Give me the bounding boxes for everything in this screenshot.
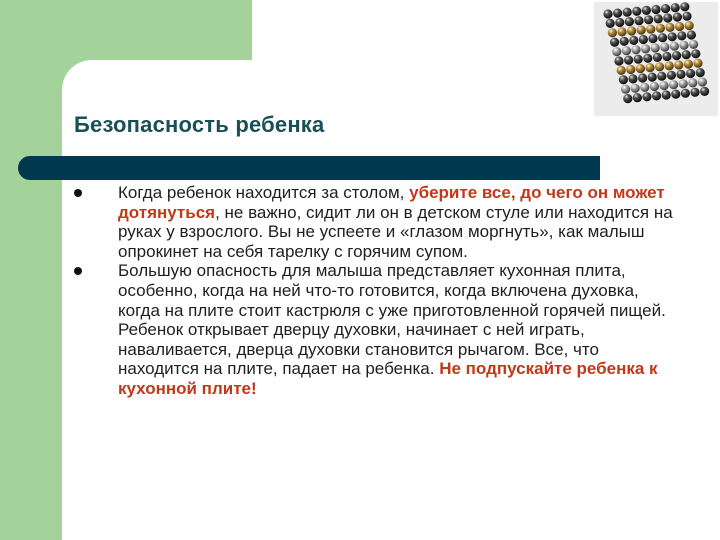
magnetic-ball [676, 70, 685, 79]
magnetic-ball [669, 80, 678, 89]
magnetic-ball [698, 77, 707, 86]
magnetic-ball [610, 38, 619, 47]
magnetic-ball [648, 34, 657, 43]
magnetic-ball [628, 74, 637, 83]
bullet-icon [74, 267, 82, 275]
magnetic-ball [651, 43, 660, 52]
magnetic-ball [644, 15, 653, 24]
magnetic-ball [662, 90, 671, 99]
magnetic-ball [684, 60, 693, 69]
magnetic-ball [681, 89, 690, 98]
magnetic-ball [655, 62, 664, 71]
magnetic-ball [648, 73, 657, 82]
magnetic-ball [675, 22, 684, 31]
magnetic-ball [614, 56, 623, 65]
magnetic-ball [613, 9, 622, 18]
magnetic-ball [636, 64, 645, 73]
magnetic-ball [657, 72, 666, 81]
magnetic-ball [677, 31, 686, 40]
bullet-highlight-text: уберите все, до чего он может дотянуться [118, 183, 665, 222]
title-divider [18, 156, 600, 180]
bullet-icon [74, 189, 82, 197]
magnetic-ball [672, 51, 681, 60]
magnetic-ball [665, 23, 674, 32]
magnetic-ball [626, 65, 635, 74]
bullet-text-part: Большую опасность для малыша представляет кухонная плита, особенно, когда на ней что-то готовится, когда включена духовка, когда на плите стоит кастрюля с уже приготовленной горячей пищей. Ребенок открывает дверцу духовки, начинает с ней играть, наваливается, дверца духовки становится рычагом. Все, что находится на плите, падает на ребенка. [118, 261, 666, 379]
magnetic-ball [632, 7, 641, 16]
magnetic-ball [639, 35, 648, 44]
magnetic-ball [634, 55, 643, 64]
magnetic-ball [662, 52, 671, 61]
magnetic-ball [641, 44, 650, 53]
magnetic-ball [617, 66, 626, 75]
magnetic-ball [660, 43, 669, 52]
magnetic-ball [623, 8, 632, 17]
magnetic-ball [645, 63, 654, 72]
magnetic-ball [685, 21, 694, 30]
bullet-item [74, 183, 684, 261]
magnetic-ball [606, 19, 615, 28]
magnetic-ball [682, 12, 691, 21]
magnetic-ball [603, 9, 612, 18]
magnetic-ball [642, 92, 651, 101]
magnetic-ball [668, 32, 677, 41]
green-side-band [0, 0, 62, 540]
magnetic-ball [670, 42, 679, 51]
magnetic-ball [629, 36, 638, 45]
magnetic-ball [667, 71, 676, 80]
magnetic-ball [631, 84, 640, 93]
magnetic-ball [608, 28, 617, 37]
magnetic-ball [638, 73, 647, 82]
magnetic-ball [671, 3, 680, 12]
magnetic-balls-image [594, 2, 718, 116]
magnetic-ball [615, 18, 624, 27]
magnetic-ball [650, 82, 659, 91]
magnetic-ball [679, 41, 688, 50]
magnetic-ball [634, 16, 643, 25]
magnetic-ball [686, 69, 695, 78]
magnetic-ball [671, 90, 680, 99]
magnetic-ball [689, 40, 698, 49]
magnetic-ball [620, 37, 629, 46]
magnetic-ball [658, 33, 667, 42]
magnetic-ball [652, 91, 661, 100]
magnetic-ball [680, 2, 689, 11]
magnetic-ball [673, 13, 682, 22]
magnetic-ball [659, 81, 668, 90]
magnetic-ball [653, 53, 662, 62]
magnetic-ball [693, 59, 702, 68]
magnetic-ball [619, 75, 628, 84]
magnetic-ball [690, 88, 699, 97]
magnetic-ball [631, 45, 640, 54]
bullet-text-part: Когда ребенок находится за столом, [118, 183, 410, 202]
magnetic-ball [656, 24, 665, 33]
magnetic-ball [621, 85, 630, 94]
bullet-highlight-text: Не подпускайте ребенка к кухонной плите! [118, 359, 658, 398]
magnetic-ball [696, 68, 705, 77]
bullet-text-part: , не важно, сидит ли он в детском стуле или находится на руках у взрослого. Вы не успеете и «глазом моргнуть», как малыш опрокинет на себя тарелку с горячим супом. [118, 202, 673, 261]
magnetic-ball [612, 47, 621, 56]
magnetic-ball [682, 50, 691, 59]
magnetic-ball [688, 78, 697, 87]
page-title: Безопасность ребенка [74, 112, 325, 137]
magnetic-ball [665, 61, 674, 70]
magnetic-ball [627, 26, 636, 35]
magnetic-ball [651, 5, 660, 14]
magnetic-ball [654, 14, 663, 23]
magnetic-ball [623, 94, 632, 103]
magnetic-ball [679, 79, 688, 88]
magnetic-ball [625, 17, 634, 26]
magnetic-ball [642, 6, 651, 15]
magnetic-ball [687, 30, 696, 39]
magnetic-ball [640, 83, 649, 92]
magnetic-ball [617, 27, 626, 36]
magnetic-ball [633, 93, 642, 102]
magnetic-ball [661, 4, 670, 13]
magnetic-ball [674, 60, 683, 69]
magnetic-ball [622, 46, 631, 55]
magnetic-ball [700, 87, 709, 96]
magnetic-ball [637, 26, 646, 35]
magnetic-ball [691, 49, 700, 58]
magnetic-ball [646, 25, 655, 34]
bullet-list [74, 183, 684, 399]
magnetic-ball [624, 56, 633, 65]
magnetic-ball [663, 13, 672, 22]
bullet-item [74, 261, 684, 398]
magnetic-ball [643, 54, 652, 63]
